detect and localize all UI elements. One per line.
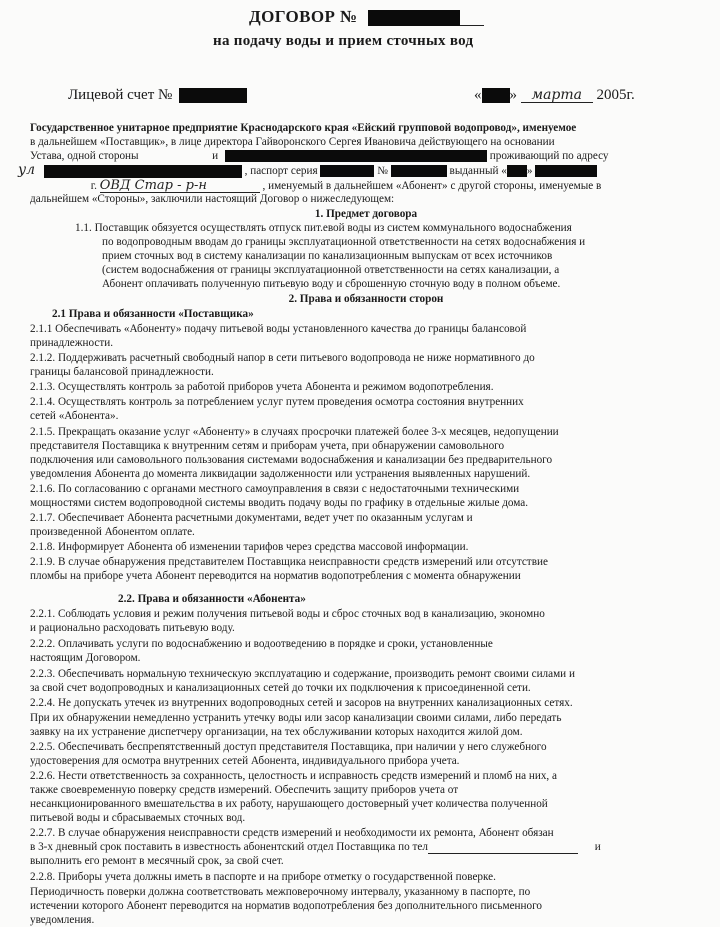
parties-line-1: Государственное унитарное предприятие Краснодарского края «Ейский групповой водопровод», именуемое [30,122,577,134]
clause-line: 2.2.3. Обеспечивать нормальную техническую эксплуатацию и содержание, производить ремонт своими силами и [30,668,575,680]
redacted-passport-series [320,165,374,177]
clause-line: уведомления Абонента до момента ликвидации задолженности или устранения выявленных нарушений. [30,468,531,480]
clause-line: заявку на их устранение диспетчеру организации, на тех обслуживании которых находится жилой дом. [30,726,523,738]
clause-line: принадлежности. [30,337,113,349]
clause-line: мощностями систем водопроводной системы вводить подачу воды по графику в отдельные жилые дома. [30,497,529,509]
title-label: ДОГОВОР № [249,7,358,26]
handwritten-issuer: ОВД Стар - р-н [100,179,260,193]
section-1-title: 1. Предмет договора [314,208,418,220]
clause-line: настоящим Договором. [30,652,141,664]
clause-line: 2.1.9. В случае обнаружения представителем Поставщика неисправности средств измерений или отсутствие [30,556,548,568]
account-line [68,88,247,103]
number-underline [460,11,484,26]
section-2-title: 2. Права и обязанности сторон [288,293,444,305]
section-2-2-title: 2.2. Права и обязанности «Абонента» [118,593,306,605]
clause-line: границы балансовой принадлежности. [30,366,214,378]
clause-line: истечении которого Абонент переводится на норматив водопотребления без дополнительного письменного [30,900,543,912]
clause-line: пломбы на приборе учета Абонент переводится на норматив водопотребления с момента обнаружении [30,570,521,582]
redacted-day [482,88,510,103]
clause-line: 2.2.7. В случае обнаружения неисправности средств измерений и необходимости их ремонта, Абонент обязан [30,827,554,839]
clause-1-1: 1.1. Поставщик обязуется осуществлять отпуск пит.евой воды из систем коммунального водоснабжения [75,222,572,234]
parties-line-3: Устава, одной стороны и проживающий по адресу [30,150,609,162]
parties-line-4: ул , паспорт серия № выданный « » [30,164,597,178]
clause-line: произведенной Абонентом оплате. [30,526,195,538]
phone-blank [428,841,578,854]
clause-line: 2.1.2. Поддерживать расчетный свободный напор в сети питьевого водопровода не ниже нормативного до [30,352,535,364]
redacted-name [225,150,487,162]
clause-1-1: (систем водоснабжения от границы эксплуатационной ответственности на сетях канализации, а [102,264,560,276]
clause-line: в 3-х дневный срок поставить в известность абонентский отдел Поставщика по тел и [30,841,601,853]
redacted-issue-date [535,165,597,177]
clause-line: за свой счет водопроводных и канализационных сетей до точки их подключения к присоединенной сети. [30,682,531,694]
clause-1-1: прием сточных вод в систему канализации по канализационным выпускам от всех источников [102,250,553,262]
clause-line: 2.2.2. Оплачивать услуги по водоснабжению и водоотведению в порядке и сроки, установленные [30,638,493,650]
clause-line: При их обнаружении немедленно устранить утечку воды или засор канализации своими силами, либо передать [30,712,562,724]
clause-line: 2.2.8. Приборы учета должны иметь в паспорте и на приборе отметку о государственной поверке. [30,871,496,883]
parties-line-6: дальнейшем «Стороны», заключили настоящий Договор о нижеследующем: [30,193,395,205]
clause-line: 2.1.5. Прекращать оказание услуг «Абоненту» в случаях просрочки платежей более 3-х месяцев, недопущении [30,426,559,438]
clause-line: 2.2.4. Не допускать утечек из внутренних водопроводных сетей и засоров на внутренних канализационных сетях. [30,697,573,709]
clause-line: уведомления. [30,914,95,926]
clause-line: 2.1.3. Осуществлять контроль за работой приборов учета Абонента и режимом водопотребления. [30,381,494,393]
clause-1-1: по водопроводным вводам до границы эксплуатационной ответственности на сетях водоснабжения и [102,236,586,248]
contract-title [249,7,484,26]
contract-date: « » марта 2005г. [474,86,635,103]
redacted-passport-number [391,165,447,177]
clause-line: выполнить его ремонт в месячный срок, за свой счет. [30,855,284,867]
clause-line: 2.1.4. Осуществлять контроль за потреблением услуг путем проведения осмотра состояния внутренних [30,396,524,408]
clause-line: питьевой воды и сбрасываемых сточных вод. [30,812,246,824]
clause-1-1: Абонент оплачивать полученную питьевую воду и сброшенную сточную воду в полном объеме. [102,278,561,290]
redacted-contract-number [368,10,460,26]
date-year: 2005г. [596,86,635,103]
clause-line: несанкционированного вмешательства в их работу, нарушающего достоверный учет количества полученной [30,798,548,810]
clause-line: 2.1.8. Информирует Абонента об изменении тарифов через средства массовой информации. [30,541,469,553]
date-month: марта [521,89,593,103]
redacted-issue-day [507,165,527,177]
contract-subtitle: на подачу воды и прием сточных вод [213,33,474,49]
clause-line: 2.2.5. Обеспечивать беспрепятственный доступ представителя Поставщика, при наличии у него служебного [30,741,547,753]
clause-line: удостоверения для осмотра внутренних сетей Абонента, индивидуального прибора учета. [30,755,460,767]
clause-line: также своевременную поверку средств измерений. Обеспечить защиту приборов учета от [30,784,459,796]
clause-line: 2.1.6. По согласованию с органами местного самоуправления в связи с недостаточными техническими [30,483,520,495]
clause-line: 2.2.1. Соблюдать условия и режим получения питьевой воды и сброс сточных вод в канализацию, экономно [30,608,545,620]
clause-line: и рационально расходовать питьевую воду. [30,622,235,634]
section-2-1-title: 2.1 Права и обязанности «Поставщика» [52,308,254,320]
clause-line: 2.1.1 Обеспечивать «Абоненту» подачу питьевой воды установленного качества до границы балансовой [30,323,527,335]
clause-line: подключения или самовольного пользования системами водоснабжения и канализации без предварительного [30,454,553,466]
clause-line: представителя Поставщика к внутренним сетям и приборам учета, при обнаружении самовольного [30,440,505,452]
clause-line: 2.1.7. Обеспечивает Абонента расчетными документами, ведет учет по оказанным услугам и [30,512,473,524]
account-label: Лицевой счет № [68,86,173,103]
handwritten-street: ул [18,162,36,178]
redacted-account-number [179,88,247,103]
redacted-address [44,165,242,178]
clause-line: Периодичность поверки должна соответствовать межповерочному интервалу, указанному в паспорте, по [30,886,531,898]
parties-line-5: г. ОВД Стар - р-н , именуемый в дальнейшем «Абонент» с другой стороны, именуемые в [90,178,602,193]
clause-line: сетей «Абонента». [30,410,119,422]
clause-line: 2.2.6. Нести ответственность за сохранность, целостность и исправность средств измерений и пломб на них, а [30,770,557,782]
parties-line-2: в дальнейшем «Поставщик», в лице директора Гайворонского Сергея Ивановича действующего на основании [30,136,555,148]
